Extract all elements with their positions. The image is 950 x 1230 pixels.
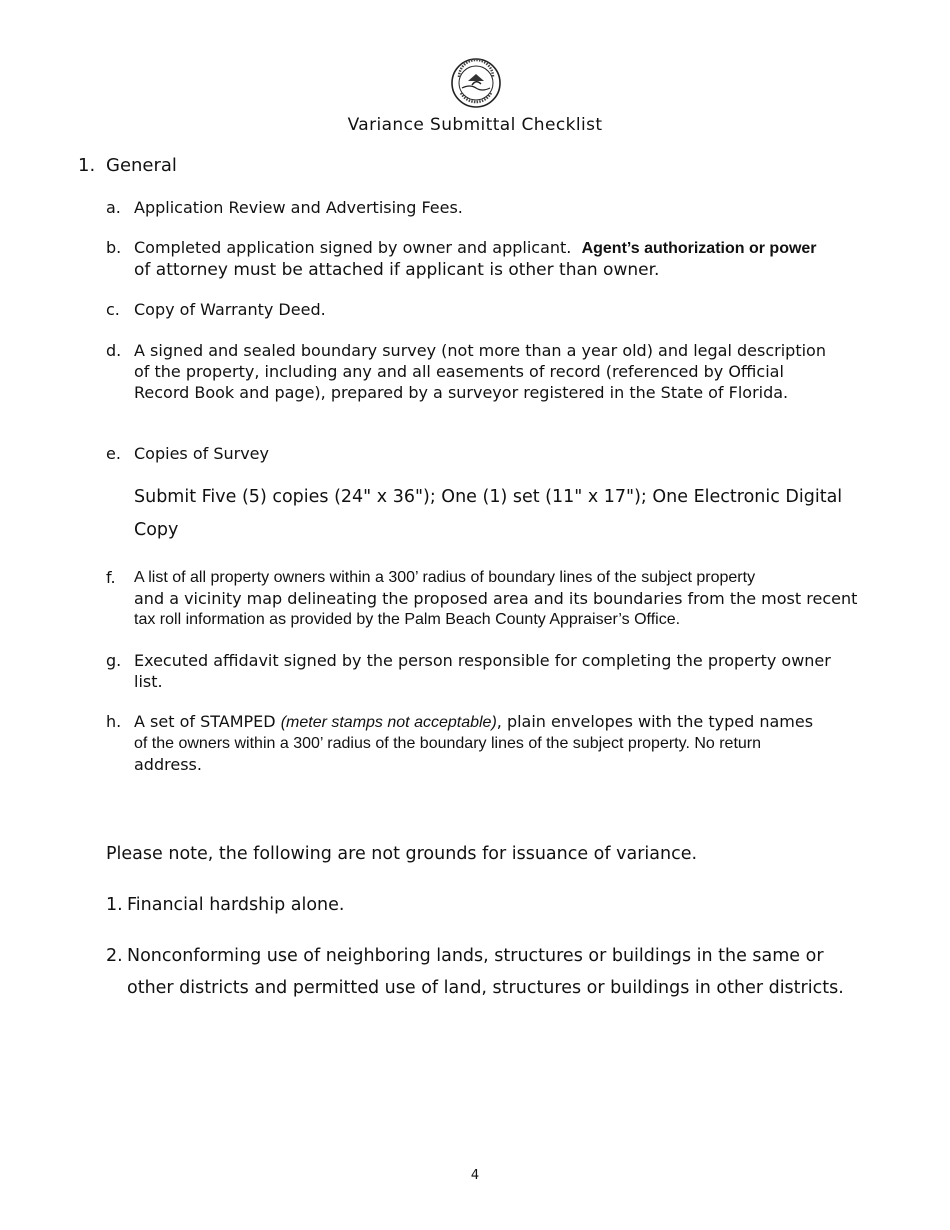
item-text-line-3: tax roll information as provided by the Palm Beach County Appraiser’s Office.	[134, 611, 681, 628]
item-text-bold: Agent’s authorization or power	[581, 240, 817, 257]
item-letter: b.	[106, 238, 122, 257]
checklist-item-c	[106, 299, 876, 320]
section-label: General	[106, 155, 177, 176]
item-text	[134, 237, 876, 281]
city-seal-logo	[450, 57, 502, 109]
checklist-item-h	[106, 711, 876, 775]
item-text: Application Review and Advertising Fees.	[134, 198, 463, 217]
note-item	[106, 940, 866, 1004]
item-text: Executed affidavit signed by the person responsible for completing the property owner list.	[134, 651, 831, 691]
item-text-line-2: of the owners within a 300’ radius of the boundary lines of the subject property. No return	[134, 735, 762, 752]
item-text-line-2: and a vicinity map delineating the proposed area and its boundaries from the most recent	[134, 589, 858, 608]
item-letter: d.	[106, 341, 122, 360]
checklist-item-d	[106, 340, 836, 403]
note-number: 2.	[106, 946, 123, 966]
note-text: Nonconforming use of neighboring lands, structures or buildings in the same or other districts and permitted use of land, structures or buildings in other districts.	[127, 946, 844, 998]
item-text: Copy of Warranty Deed.	[134, 300, 326, 319]
item-text-pre: A set of STAMPED	[134, 712, 276, 731]
item-letter: h.	[106, 712, 122, 731]
item-letter: e.	[106, 444, 121, 463]
item-text-line-3: address.	[134, 755, 202, 774]
item-text	[134, 567, 876, 630]
note-text: Financial hardship alone.	[127, 895, 345, 915]
checklist-item-g	[106, 650, 846, 692]
survey-copies-text: Submit Five (5) copies (24" x 36"); One (1) set (11" x 17"); One Electronic Digital Copy	[134, 487, 843, 540]
checklist-item-a	[106, 197, 876, 218]
notes-intro: Please note, the following are not grounds for issuance of variance.	[106, 844, 698, 864]
item-text	[134, 711, 876, 775]
section-number: 1.	[78, 155, 96, 176]
checklist-item-b	[106, 237, 876, 281]
checklist-item-f	[106, 567, 876, 630]
note-number: 1.	[106, 895, 123, 915]
item-text: Copies of Survey	[134, 444, 269, 463]
page-number: 4	[470, 1168, 480, 1183]
note-item	[106, 889, 886, 921]
item-letter: g.	[106, 651, 122, 670]
item-text-line-1: A list of all property owners within a 300’ radius of boundary lines of the subject property	[134, 569, 756, 586]
item-text-tail: of attorney must be attached if applicant is other than owner.	[134, 260, 660, 280]
item-text-post: , plain envelopes with the typed names	[496, 712, 814, 731]
page-title: Variance Submittal Checklist	[347, 115, 603, 135]
checklist-item-e	[106, 443, 876, 464]
item-letter: c.	[106, 300, 120, 319]
item-text-italic: (meter stamps not acceptable)	[280, 714, 497, 731]
item-letter: f.	[106, 568, 116, 587]
item-letter: a.	[106, 198, 121, 217]
item-text: A signed and sealed boundary survey (not more than a year old) and legal description of the property, including any and all easements of record (referenced by Official Record Book and page), prepared by a surveyor registered in the State of Florida.	[134, 341, 826, 402]
item-text-main: Completed application signed by owner and applicant.	[134, 238, 572, 257]
